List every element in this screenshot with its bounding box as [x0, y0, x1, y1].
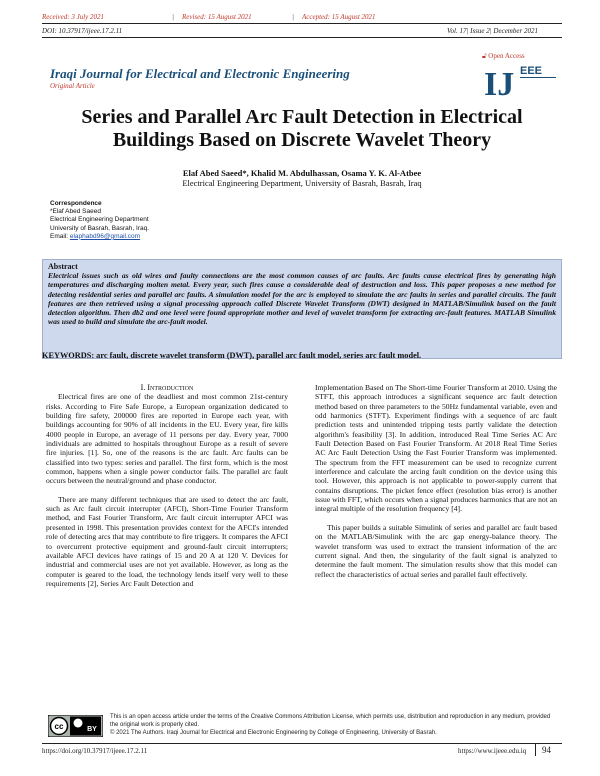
page-number-divider — [535, 744, 536, 756]
open-access-badge: 🔓︎ Open Access — [482, 52, 525, 60]
volume-issue: Vol. 17| Issue 2| December 2021 — [447, 27, 538, 35]
header-rule-bottom — [42, 37, 562, 38]
paragraph: Electrical fires are one of the deadliest and most common 21st-century risks. According to Fire Safe Europe, a European organization dedicated to building fire safety, 200000 fires are reported in Europe each year, with buildings accounting for 90% of all incidents in the EU. Every year, fire kills 4000 people in Europe, an average of 11 persons per day. Every year, 7000 individuals are admitted to hospitals throughout Europe as a result of severe fire injuries. [1]. So, one of the reasons is the arc fault. Arc faults can be classified into two types: series and parallel. The first form, which is the most common, happens when a single power conductor fails. The parallel arc fault occurs between the neutral/ground and phase conductor. — [46, 392, 288, 486]
journal-name: Iraqi Journal for Electrical and Electronic Engineering — [50, 66, 350, 81]
email-link[interactable]: elaphabd96@gmail.com — [69, 232, 141, 240]
footer-rule — [42, 743, 562, 744]
license-line: © 2021 The Authors. Iraqi Journal for Electrical and Electronic Engineering by College of Engineering, University of Basrah. — [110, 729, 437, 736]
person-icon — [74, 719, 83, 728]
revised-date: Revised: 15 August 2021 — [182, 13, 252, 21]
cc-icon: cc — [54, 722, 64, 731]
correspondence-line: Electrical Engineering Department — [50, 216, 149, 224]
doi-link[interactable]: https://doi.org/10.37917/ijeee.17.2.11 — [42, 747, 148, 755]
paragraph: This paper builds a suitable Simulink of series and parallel arc fault based on the MATLAB/Simulink with the arc gap energy-balance theory. The wavelet transform was used to extract the transient information of the arc current signal. And then, the singularity of the fault signal is analyzed to determine the fault moment. The simulation results show that this model can reflect the characteristics of actual series and parallel fault effectively. — [315, 522, 557, 579]
abstract-text: Electrical issues such as old wires and faulty connections are the most common causes of arc faults. Arc faults cause electrical fires by generating high temperatures and discharging molten metal. Every year, such fires cause a considerable deal of destruction and loss. This paper proposes a new method for detecting residential series and parallel arc faults. A simulation model for the arc is employed to simulate the arc faults in series and parallel circuits. The fault features are then retrieved using a signal processing approach called Discrete Wavelet Transform (DWT) designed in MATLAB/Simulink based on the fault detection algorithm. Then db2 and one level were found appropriate mother and level of wavelet transform for extracting arc-fault features. MATLAB Simulink was used to build and simulate the arc-fault model. — [48, 271, 556, 327]
right-column — [315, 383, 557, 579]
correspondence-line: University of Basrah, Basrah, Iraq. — [50, 224, 149, 232]
license-text — [110, 714, 560, 737]
journal-logo — [482, 62, 562, 102]
accepted-date: Accepted: 15 August 2021 — [302, 13, 376, 21]
article-type: Original Article — [50, 82, 95, 90]
license-line: This is an open access article under the terms of the Creative Commons Attribution License, which permits use, distribution and reproduction in any medium, provided the original work is properly cited. — [110, 714, 551, 728]
header-rule-top — [42, 23, 562, 24]
abstract-box — [42, 259, 562, 359]
paper-title: Series and Parallel Arc Fault Detection in Electrical Buildings Based on Discrete Wavelet Theory — [81, 106, 523, 151]
correspondence-block — [50, 200, 149, 241]
correspondence-line: *Elaf Abed Saeed — [50, 208, 101, 216]
paragraph: Implementation Based on The Short-time Fourier Transform at 2010. Using the STFT, this approach introduces a significant sequence arc fault detection method based on three parameters to the 50Hz fundamental variable, even and odd harmonics (STFT). Experiment findings with a sequence of arc fault prediction tests and unintended tripping tests partly validate the detection algorithm's feasibility [3]. In addition, introduced Real Time Series AC Arc Fault Detection Based on Fast Fourier Transform. At 2018 Real Time Series AC Arc Fault Detection Using the Fast Fourier Transform was implemented. The spectrum from the FFT measurement can be used to recognize current interference and calculate the arcing fault condition on the device using this tool. However, this approach is not applicable to power-supply current that contains disruptions. The picket fence effect (resolution bias error) is another issue with FFT, which occurs when a signal produces harmonics that are not an integral multiple of the resolution frequency [4]. — [315, 383, 557, 514]
paragraph: There are many different techniques that are used to detect the arc fault, such as Arc fault circuit interrupter (AFCI), Short-Time Fourier Transform method, and Fast Fourier Transform, Arc fault circuit interrupter AFCI was presented in 1998. This presentation provides context for the AFCI's intended role of detecting arcs that may contribute to fire triggers. It compares the AFCI to overcurrent protective equipment and ground-fault circuit interrupters; available AFCI devices have ratings of 15 and 20 A at 120 V. Devices for industrial and commercial uses are not yet available. However, as long as the computer is geared to the load, the technology lends itself very well to these requirements [2], Series Arc Fault Detection and — [46, 494, 288, 588]
page-number: 94 — [542, 745, 551, 755]
by-icon: BY — [87, 726, 97, 733]
logo-ij-text: IJ — [484, 66, 515, 102]
keywords: KEYWORDS: arc fault, discrete wavelet transform (DWT), parallel arc fault model, series arc fault model. — [42, 351, 422, 360]
received-date: Received: 3 July 2021 — [42, 13, 104, 21]
left-column — [46, 383, 288, 588]
affiliation: Electrical Engineering Department, University of Basrah, Basrah, Iraq — [182, 178, 422, 188]
email-label: Email: — [50, 232, 69, 240]
doi-header: DOI: 10.37917/ijeee.17.2.11 — [42, 27, 123, 35]
cc-by-license-badge[interactable] — [48, 715, 103, 737]
correspondence-heading: Correspondence — [50, 200, 102, 207]
journal-website-link[interactable]: https://www.ijeee.edu.iq — [458, 747, 527, 755]
section-heading: I. Introduction — [140, 383, 194, 392]
open-access-icon: 🔓︎ — [482, 52, 487, 60]
logo-eee-text: EEE — [520, 65, 543, 77]
author-list: Elaf Abed Saeed*, Khalid M. Abdulhassan, Osama Y. K. Al-Atbee — [182, 168, 422, 178]
abstract-heading: Abstract — [48, 262, 78, 271]
